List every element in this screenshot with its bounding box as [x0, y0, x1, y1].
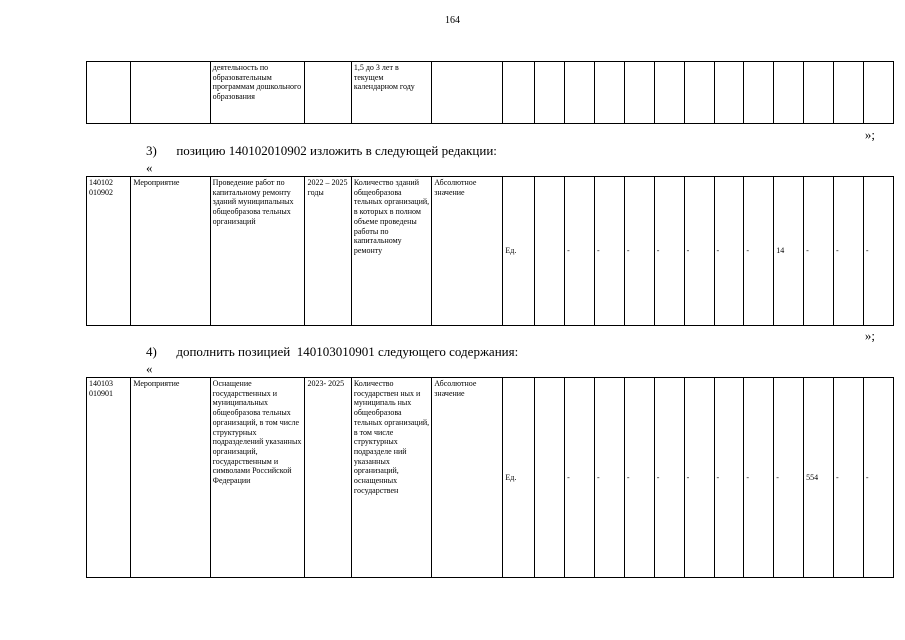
- section-3-table: [86, 176, 894, 326]
- value-cell: -: [774, 378, 804, 578]
- value-cell: -: [714, 378, 744, 578]
- indicator-name: Количество зданий общеобразова тельных организаций, в которых в полном объеме проведены работы по капитальному ремонту: [351, 177, 431, 326]
- value-cell: -: [684, 378, 714, 578]
- section-4-heading: [146, 344, 518, 360]
- age-text: 1,5 до 3 лет в текущем календарном году: [351, 62, 431, 124]
- close-quote: »;: [864, 328, 875, 343]
- indicator-type: Абсолютное значение: [432, 378, 503, 578]
- position-period: 2022 – 2025 годы: [305, 177, 351, 326]
- value-cell: -: [654, 177, 684, 326]
- indicator-name: Количество государствен ных и муниципаль ных общеобразова тельных организаций, в том числе структурных подразделе ний указанных организаций, оснащенных государствен: [351, 378, 431, 578]
- activity-text: деятельность по образовательным программам дошкольного образования: [210, 62, 305, 124]
- position-code: 140102 010902: [87, 177, 131, 326]
- table-row: [87, 62, 894, 124]
- position-name: Проведение работ по капитальному ремонту зданий муниципальных общеобразова тельных организаций: [210, 177, 305, 326]
- value-cell: -: [834, 378, 864, 578]
- value-cell: -: [834, 177, 864, 326]
- close-quote: »;: [864, 127, 875, 142]
- value-cell: -: [565, 177, 595, 326]
- section-3-heading: [146, 143, 497, 159]
- position-type: Мероприятие: [131, 177, 210, 326]
- section-3-text: позицию 140102010902 изложить в следующей редакции:: [176, 143, 497, 158]
- unit-cell: Ед.: [503, 177, 535, 326]
- continuation-table: [86, 61, 894, 124]
- section-3-number: 3): [146, 143, 157, 158]
- value-cell: [535, 177, 565, 326]
- open-quote: «: [146, 160, 153, 175]
- table-row: [87, 378, 894, 578]
- section-4-number: 4): [146, 344, 157, 359]
- value-cell: -: [624, 177, 654, 326]
- value-cell: -: [595, 378, 625, 578]
- page-number: 164: [445, 15, 460, 26]
- value-cell: -: [804, 177, 834, 326]
- open-quote: «: [146, 361, 153, 376]
- value-cell: 554: [804, 378, 834, 578]
- section-4-text: дополнить позицией 140103010901 следующего содержания:: [176, 344, 519, 359]
- value-cell: -: [624, 378, 654, 578]
- value-cell: -: [744, 378, 774, 578]
- value-cell: -: [744, 177, 774, 326]
- position-type: Мероприятие: [131, 378, 210, 578]
- value-cell: -: [714, 177, 744, 326]
- section-4-table: [86, 377, 894, 578]
- value-cell: -: [654, 378, 684, 578]
- unit-cell: Ед.: [503, 378, 535, 578]
- value-cell: -: [595, 177, 625, 326]
- value-cell: [535, 378, 565, 578]
- value-cell: -: [565, 378, 595, 578]
- indicator-type: Абсолютное значение: [432, 177, 503, 326]
- value-cell: -: [863, 177, 893, 326]
- table-row: [87, 177, 894, 326]
- value-cell: 14: [774, 177, 804, 326]
- value-cell: -: [863, 378, 893, 578]
- value-cell: -: [684, 177, 714, 326]
- position-name: Оснащение государственных и муниципальных общеобразова тельных организаций, в том числе структурных подразделений указанных организаций, государственным и символами Российской Федерации: [210, 378, 305, 578]
- position-period: 2023- 2025: [305, 378, 351, 578]
- position-code: 140103 010901: [87, 378, 131, 578]
